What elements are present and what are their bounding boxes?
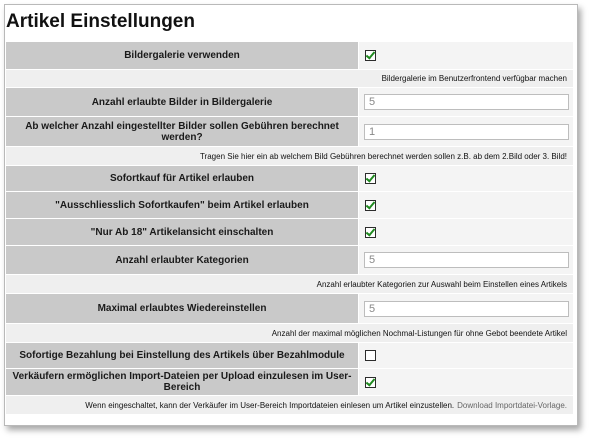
row-anzahl-bilder <box>6 88 573 117</box>
hint-wiedereinstellen <box>6 324 573 343</box>
checkbox-bildergalerie[interactable] <box>365 50 376 61</box>
hint-bildergalerie <box>6 70 573 88</box>
row-import-dateien <box>6 369 573 396</box>
input-gebuehren-ab[interactable] <box>364 124 569 140</box>
hint-gebuehren-ab-text: Tragen Sie hier ein ab welchem Bild Gebühren berechnet werden sollen z.B. ab dem 2.Bild oder 3. Bild! <box>199 151 567 161</box>
hint-kategorien <box>6 275 573 294</box>
label-wiedereinstellen: Maximal erlaubtes Wiedereinstellen <box>6 294 358 324</box>
checkbox-import-dateien[interactable] <box>365 377 376 388</box>
value-gebuehren-ab <box>359 117 573 147</box>
hint-import-dateien-text: Wenn eingeschaltet, kann der Verkäufer im User-Bereich Importdateien einlesen um Artikel einzustellen. <box>85 400 455 410</box>
row-sofortige-bezahlung <box>6 343 573 369</box>
row-wiedereinstellen <box>6 294 573 324</box>
value-sofortkauf <box>359 166 573 192</box>
input-wiedereinstellen[interactable] <box>364 301 569 317</box>
label-import-dateien: Verkäufern ermöglichen Import-Dateien per Upload einzulesen im User-Bereich <box>6 369 358 396</box>
value-nur-ab-18 <box>359 219 573 246</box>
download-import-template-link[interactable]: Download Importdatei-Vorlage. <box>457 400 567 410</box>
label-sofortkauf: Sofortkauf für Artikel erlauben <box>6 166 358 192</box>
label-bildergalerie: Bildergalerie verwenden <box>6 42 358 70</box>
hint-gebuehren-ab <box>6 147 573 166</box>
checkbox-nur-ab-18[interactable] <box>365 227 376 238</box>
checkbox-sofortige-bezahlung[interactable] <box>365 350 376 361</box>
row-nur-ab-18 <box>6 219 573 246</box>
hint-kategorien-text: Anzahl erlaubter Kategorien zur Auswahl beim Einstellen eines Artikels <box>316 279 567 289</box>
input-kategorien[interactable] <box>364 252 569 268</box>
value-import-dateien <box>359 369 573 396</box>
row-kategorien <box>6 246 573 275</box>
hint-import-dateien <box>6 396 573 415</box>
label-sofortige-bezahlung: Sofortige Bezahlung bei Einstellung des Artikels über Bezahlmodule <box>6 343 358 369</box>
hint-bildergalerie-text: Bildergalerie im Benutzerfrontend verfügbar machen <box>381 74 567 83</box>
page-title: Artikel Einstellungen <box>6 11 195 32</box>
value-sofortige-bezahlung <box>359 343 573 369</box>
row-bildergalerie <box>6 42 573 70</box>
label-anzahl-bilder: Anzahl erlaubte Bilder in Bildergalerie <box>6 88 358 117</box>
row-ausschliesslich-sofortkauf <box>6 192 573 219</box>
label-nur-ab-18: "Nur Ab 18" Artikelansicht einschalten <box>6 219 358 246</box>
row-sofortkauf <box>6 166 573 192</box>
value-kategorien <box>359 246 573 275</box>
checkbox-ausschliesslich-sofortkauf[interactable] <box>365 200 376 211</box>
value-anzahl-bilder <box>359 88 573 117</box>
hint-wiedereinstellen-text: Anzahl der maximal möglichen Nochmal-Listungen für ohne Gebot beendete Artikel <box>271 328 567 338</box>
label-gebuehren-ab: Ab welcher Anzahl eingestellter Bilder sollen Gebühren berechnet werden? <box>6 117 358 147</box>
label-ausschliesslich-sofortkauf: "Ausschliesslich Sofortkaufen" beim Artikel erlauben <box>6 192 358 219</box>
value-ausschliesslich-sofortkauf <box>359 192 573 219</box>
value-wiedereinstellen <box>359 294 573 324</box>
input-anzahl-bilder[interactable] <box>364 94 569 110</box>
checkbox-sofortkauf[interactable] <box>365 173 376 184</box>
row-gebuehren-ab <box>6 117 573 147</box>
label-kategorien: Anzahl erlaubter Kategorien <box>6 246 358 275</box>
value-bildergalerie <box>359 42 573 70</box>
